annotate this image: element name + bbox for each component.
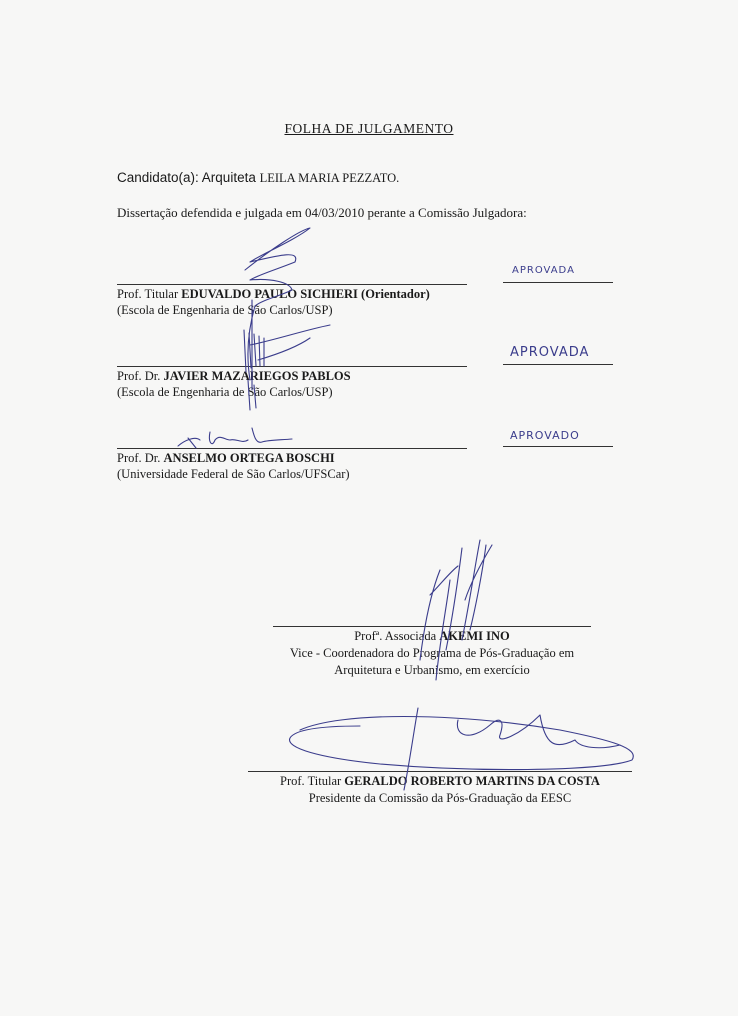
- examiner-3-prefix: Prof. Dr.: [117, 451, 161, 465]
- president-prefix: Prof. Titular: [280, 774, 342, 788]
- vice-coordinator-role-1: Vice - Coordenadora do Programa de Pós-Graduação em: [289, 646, 575, 660]
- president-fullname: GERALDO ROBERTO MARTINS DA COSTA: [344, 774, 600, 788]
- result-2: APROVADA: [510, 345, 590, 360]
- president-role: Presidente da Comissão da Pós-Graduação da EESC: [308, 791, 572, 805]
- signature-president-mark: [290, 717, 634, 770]
- signature-1-mark: [245, 228, 310, 306]
- signature-2-mark: [244, 325, 330, 372]
- candidate-name: LEILA MARIA PEZZATO.: [259, 171, 400, 185]
- examiner-3-institution: (Universidade Federal de São Carlos/UFSCar): [117, 467, 350, 481]
- vice-coordinator-role-2: Arquitetura e Urbanismo, em exercício: [334, 663, 530, 677]
- defense-statement: Dissertação defendida e julgada em 04/03/2010 perante a Comissão Julgadora:: [117, 205, 527, 220]
- signature-vice-mark: [420, 540, 492, 680]
- examiner-3-fullname: ANSELMO ORTEGA BOSCHI: [163, 451, 335, 465]
- result-3: APROVADO: [510, 429, 580, 442]
- page-title: FOLHA DE JULGAMENTO: [284, 121, 454, 136]
- examiner-1-fullname: EDUVALDO PAULO SICHIERI (Orientador): [181, 287, 430, 301]
- examiner-2-institution: (Escola de Engenharia de São Carlos/USP): [117, 385, 333, 399]
- result-1: APROVADA: [512, 265, 575, 276]
- candidate-label: Candidato(a): Arquiteta: [117, 170, 256, 185]
- examiner-1-prefix: Prof. Titular: [117, 287, 179, 301]
- examiner-2-prefix: Prof. Dr.: [117, 369, 161, 383]
- vice-coordinator-fullname: AKEMI INO: [439, 629, 510, 643]
- examiner-1-institution: (Escola de Engenharia de São Carlos/USP): [117, 303, 333, 317]
- signature-3-mark: [178, 428, 292, 448]
- vice-coordinator-prefix: Profª. Associada: [354, 629, 437, 643]
- examiner-2-fullname: JAVIER MAZARIEGOS PABLOS: [163, 369, 351, 383]
